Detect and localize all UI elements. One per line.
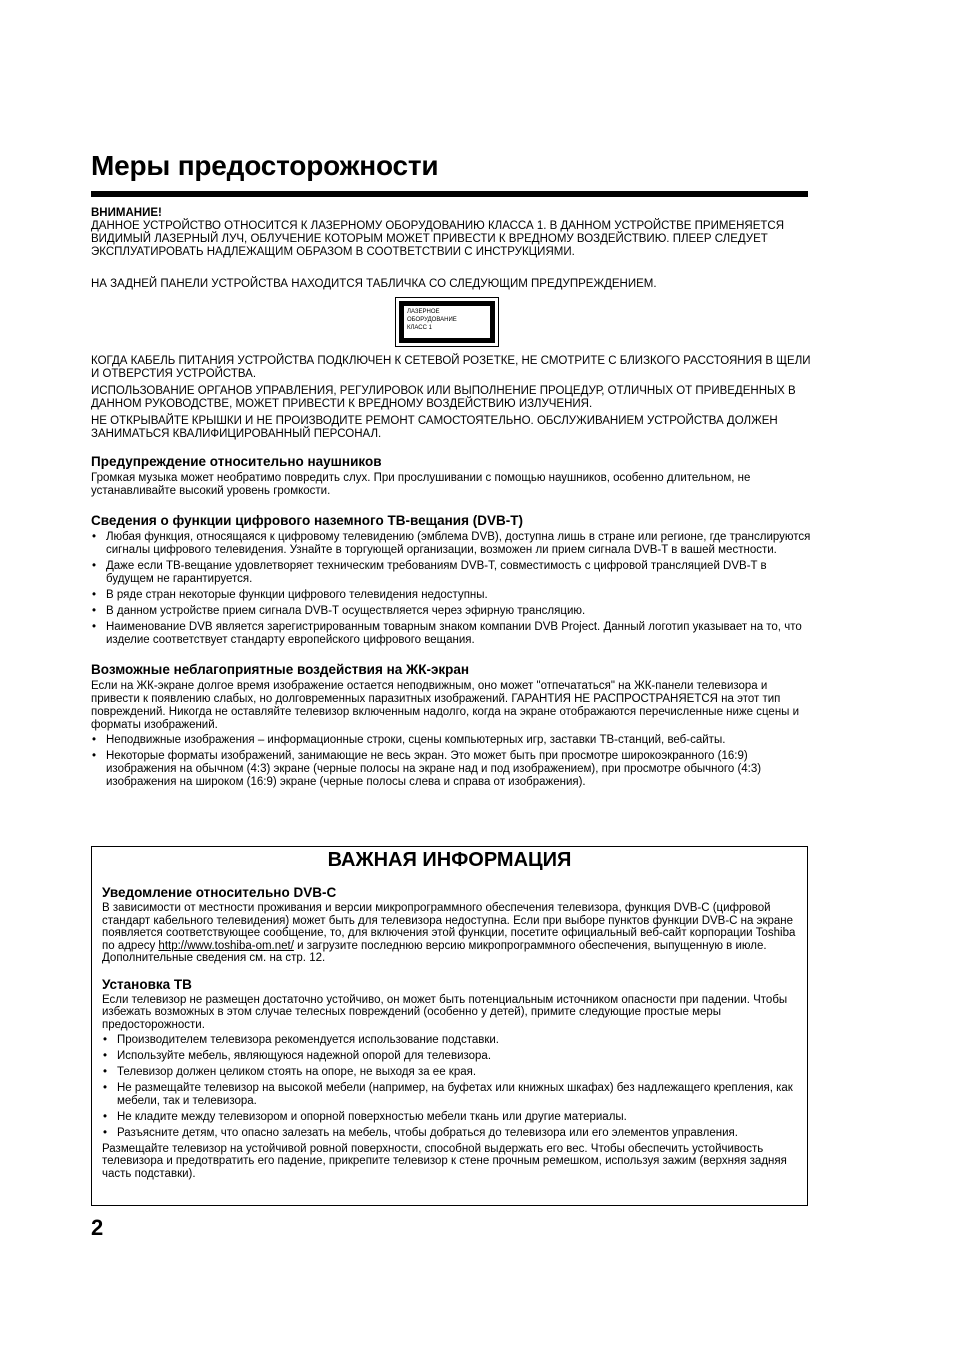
warning-text: НЕ ОТКРЫВАЙТЕ КРЫШКИ И НЕ ПРОИЗВОДИТЕ РЕМОНТ САМОСТОЯТЕЛЬНО. ОБСЛУЖИВАНИЕМ УСТРОЙСТВА ДОЛЖЕН ЗАНИМАТЬСЯ КВАЛИФИЦИРОВАННЫЙ ПЕРСОНАЛ. <box>91 415 778 440</box>
important-info-box <box>91 846 808 1206</box>
lcd-heading: Возможные неблагоприятные воздействия на ЖК-экран <box>91 662 470 677</box>
list-item: • Некоторые форматы изображений, занимающие не весь экран. Это может быть при просмотре широкоэкранного (16:9) изображения на обычном (4:3) экране (черные полосы на экране над и под изображением), при просмотре обычного (4:3) изображения на широком (16:9) экране (черные полосы слева и справа от изображения). <box>91 750 811 789</box>
title-rule <box>91 191 808 197</box>
dvbt-heading: Сведения о функции цифрового наземного ТВ-вещания (DVB-T) <box>91 513 523 528</box>
list-item: • Даже если ТВ-вещание удовлетворяет техническим требованиям DVB-T, совместимость с цифровой трансляцией DVB-T в будущем не гарантируется. <box>91 560 811 586</box>
headphones-text: Громкая музыка может необратимо повредить слух. При прослушивании с помощью наушников, особенно длительном, не устанавливайте высокий уровень громкости. <box>91 472 751 497</box>
caution-heading: ВНИМАНИЕ! <box>91 207 162 219</box>
rear-panel-text: НА ЗАДНЕЙ ПАНЕЛИ УСТРОЙСТВА НАХОДИТСЯ ТАБЛИЧКА СО СЛЕДУЮЩИМ ПРЕДУПРЕЖДЕНИЕМ. <box>91 278 657 290</box>
install-heading: Установка ТВ <box>102 976 192 992</box>
laser-label-line: ЛАЗЕРНОЕ <box>407 309 440 315</box>
headphones-heading: Предупреждение относительно наушников <box>91 454 382 469</box>
list-item: • Телевизор должен целиком стоять на опоре, не выходя за ее края. <box>102 1066 797 1079</box>
list-item: • Разъясните детям, что опасно залезать на мебель, чтобы добраться до телевизора или его элементов управления. <box>102 1127 797 1140</box>
laser-label-line: КЛАСС 1 <box>407 325 432 331</box>
list-item: • В ряде стран некоторые функции цифрового телевидения недоступны. <box>91 589 811 602</box>
lcd-list <box>91 734 811 789</box>
warning-text: ИСПОЛЬЗОВАНИЕ ОРГАНОВ УПРАВЛЕНИЯ, РЕГУЛИРОВОК ИЛИ ВЫПОЛНЕНИЕ ПРОЦЕДУР, ОТЛИЧНЫХ ОТ ПРИВЕДЕННЫХ В ДАННОМ РУКОВОДСТВЕ, МОЖЕТ ПРИВЕСТИ К ВРЕДНОМУ ВОЗДЕЙСТВИЮ ИЗЛУЧЕНИЯ. <box>91 385 796 410</box>
caution-text: ДАННОЕ УСТРОЙСТВО ОТНОСИТСЯ К ЛАЗЕРНОМУ ОБОРУДОВАНИЮ КЛАССА 1. В ДАННОМ УСТРОЙСТВЕ ПРИМЕНЯЕТСЯ ВИДИМЫЙ ЛАЗЕРНЫЙ ЛУЧ, ОБЛУЧЕНИЕ КОТОРЫМ МОЖЕТ ПРИВЕСТИ К ВРЕДНОМУ ВОЗДЕЙСТВИЮ. ПЛЕЕР СЛЕДУЕТ ЭКСПЛУАТИРОВАТЬ НАДЛЕЖАЩИМ ОБРАЗОМ В СООТВЕТСТВИИ С ИНСТРУКЦИЯМИ. <box>91 220 785 258</box>
dvbc-text <box>102 902 797 965</box>
install-intro: Если телевизор не размещен достаточно устойчиво, он может быть потенциальным источником опасности при падении. Чтобы избежать возможных в этом случае телесных повреждений (особенно у детей), примите следующие простые меры предосторожности. <box>102 993 788 1031</box>
important-info-title: ВАЖНАЯ ИНФОРМАЦИЯ <box>327 849 572 871</box>
dvbt-list <box>91 531 811 647</box>
warning-text: КОГДА КАБЕЛЬ ПИТАНИЯ УСТРОЙСТВА ПОДКЛЮЧЕН К СЕТЕВОЙ РОЗЕТКЕ, НЕ СМОТРИТЕ С БЛИЗКОГО РАССТОЯНИЯ В ЩЕЛИ И ОТВЕРСТИЯ УСТРОЙСТВА. <box>91 355 811 380</box>
dvbc-text-before: В зависимости от местности проживания и версии микропрограммного обеспечения телевизора, функция DVB-C (цифровой стандарт кабельного телевидения) может быть для телевизора недоступна. Если при выборе пунктов функции DVB-C на экране появляется соответствующее сообщение, то, для включения этой функции, посетите официальный веб-сайт корпорации Toshiba по адресу <box>102 902 796 952</box>
dvbc-text-after: и загрузите последнюю версию микропрограммного обеспечения, выпущенную в июле. Дополнительные сведения см. на стр. 12. <box>102 939 767 964</box>
page-number: 2 <box>91 1215 104 1240</box>
list-item: • Неподвижные изображения – информационные строки, сцены компьютерных игр, заставки ТВ-станций, веб-сайты. <box>91 734 811 747</box>
lcd-text: Если на ЖК-экране долгое время изображение остается неподвижным, оно может "отпечататься" на ЖК-панели телевизора и привести к появлению слабых, но долговременных паразитных изображений. ГАРАНТИЯ НЕ РАСПРОСТРАНЯЕТСЯ на этот тип повреждений. Никогда не оставляйте телевизор включенным надолго, когда на экране отображаются перечисленные ниже сцены и форматы изображений. <box>91 680 800 731</box>
list-item: • В данном устройстве прием сигнала DVB-T осуществляется через эфирную трансляцию. <box>91 605 811 618</box>
laser-label-line: ОБОРУДОВАНИЕ <box>407 317 457 323</box>
laser-label-figure <box>91 291 811 355</box>
list-item: • Не размещайте телевизор на высокой мебели (например, на буфетах или книжных шкафах) без надлежащего крепления, как мебели, так и телевизора. <box>102 1082 797 1107</box>
toshiba-website-link[interactable]: http://www.toshiba-om.net/ <box>158 939 294 952</box>
main-content <box>91 207 811 792</box>
list-item: • Используйте мебель, являющуюся надежной опорой для телевизора. <box>102 1050 797 1063</box>
laser-label <box>395 297 499 347</box>
install-outro: Размещайте телевизор на устойчивой ровной поверхности, способной выдержать его вес. Чтобы обеспечить устойчивость телевизора и предотвратить его падение, прикрепите телевизор к стене прочным ремешком, используя зажим (верхняя задняя часть подставки). <box>102 1142 787 1180</box>
list-item: • Не кладите между телевизором и опорной поверхностью мебели ткань или другие материалы. <box>102 1111 797 1124</box>
list-item: • Наименование DVB является зарегистрированным товарным знаком компании DVB Project. Данный логотип указывает на то, что изделие соответствует стандарту европейского цифрового вещания. <box>91 621 811 647</box>
page-title: Меры предосторожности <box>91 150 439 181</box>
install-list <box>102 1034 797 1139</box>
list-item: • Производителем телевизора рекомендуется использование подставки. <box>102 1034 797 1047</box>
list-item: • Любая функция, относящаяся к цифровому телевидению (эмблема DVB), доступна лишь в стране или регионе, где транслируются сигналы цифрового телевидения. Узнайте в торгующей организации, возможен ли прием сигнала DVB-T в вашей местности. <box>91 531 811 557</box>
dvbc-heading: Уведомление относительно DVB-C <box>102 885 337 900</box>
